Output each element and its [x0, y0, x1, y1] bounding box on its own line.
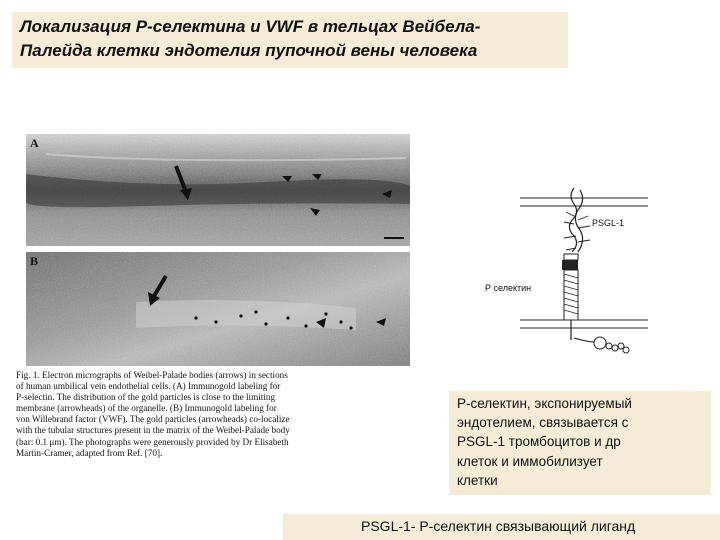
caption-line: Martin-Cramer, adapted from Ref. [70].	[16, 447, 163, 458]
micrograph-a-image	[26, 134, 410, 246]
psgl-binding-diagram	[478, 180, 648, 370]
micrograph-panel-b	[26, 252, 410, 366]
psgl-1-label: PSGL-1	[592, 218, 625, 228]
caption-line: von Willebrand factor (VWF). The gold particles (arrowheads) co-localize	[16, 414, 290, 425]
callout-line: Р-селектин, экспонируемый	[457, 396, 632, 411]
figure-caption	[16, 370, 426, 459]
callout-line: клетки	[457, 472, 498, 488]
caption-line: membrane (arrowheads) of the organelle. (B) Immunogold labeling for	[16, 403, 277, 414]
panel-a-label: A	[30, 136, 39, 150]
panel-b-label: B	[30, 254, 39, 268]
footer-text: PSGL-1- Р-селектин связывающий лиганд	[361, 518, 636, 534]
callout-line: эндотелием, связывается с	[457, 415, 629, 431]
psgl-diagram-svg	[478, 180, 648, 370]
slide-title	[12, 12, 568, 68]
caption-line: of human umbilical vein endothelial cells. (A) Immunogold labeling for	[16, 381, 281, 392]
title-line-2: Палейда клетки эндотелия пупочной вены человека	[20, 41, 478, 60]
caption-line: with the tubular structures present in the matrix of the Weibel-Palade body	[16, 425, 290, 436]
caption-line: P-selectin. The distribution of the gold particles is close to the limiting	[16, 392, 276, 403]
callout-line: PSGL-1 тромбоцитов и др	[457, 434, 621, 450]
micrograph-panel-a	[26, 134, 410, 246]
callout-line: клеток и иммобилизует	[457, 453, 603, 469]
p-selectin-label: Р селектин	[485, 283, 532, 293]
p-selectin-callout	[449, 391, 711, 495]
footer-note	[283, 514, 720, 540]
caption-line: (bar: 0.1 μm). The photographs were generously provided by Dr Elisabeth	[16, 436, 289, 447]
micrograph-b-image	[26, 252, 410, 366]
title-line-1: Локализация Р-селектина и VWF в тельцах Вейбела-	[20, 17, 481, 36]
caption-line: Fig. 1. Electron micrographs of Weibel-Palade bodies (arrows) in sections	[16, 370, 288, 380]
